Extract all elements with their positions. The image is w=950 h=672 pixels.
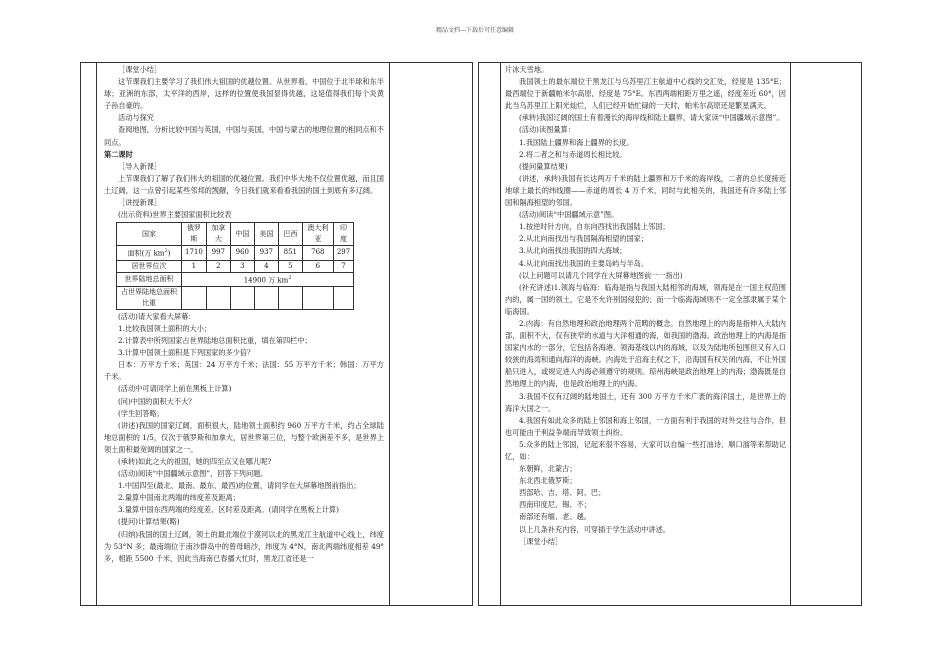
- table-cell: 印度: [333, 223, 353, 246]
- paragraph: 这节课我们主要学习了我们伟大祖国的优越位置。从世界看，中国位于北半球和东半球；亚洲的东部，太平洋的西岸，这样的位置使我国显得优越，这是值得我们每个炎黄子孙自豪的。: [104, 77, 384, 111]
- paragraph: 3.我国不仅有辽阔的陆地国土，还有 300 万平方千米广袤的海洋国土，是世界上的海洋大国之一。: [505, 391, 786, 413]
- table-cell: 美国: [254, 223, 278, 246]
- paragraph: (活动)阅读“中国疆域示意图”，回答下列问题。: [118, 469, 268, 479]
- page-header: 精品文档---下载后可任意编辑: [435, 27, 515, 34]
- paragraph: (归纳)我国的国土辽阔，领土的最北端位于漠河以北的黑龙江主航道中心线上，纬度为 53°N 多；最南端位于南沙群岛中的曾母暗沙，纬度为 4°N，南北两端纬度相差 49°多，相距 5500 千米，因此当海南已春播大忙时，黑龙江省还是一: [104, 529, 384, 563]
- paragraph: (提问)计算结果(略): [118, 517, 180, 527]
- table-row-label: 居世界位次: [117, 260, 182, 272]
- table-cell: 国家: [117, 223, 182, 246]
- list-item: 2.从北向南找出与我国隔海相望的国家；: [519, 234, 649, 244]
- paragraph: 查阅地图，分析比较中国与英国，中国与美国，中国与蒙古的地理位置的相同点和不同点。: [104, 125, 384, 147]
- paragraph: (问)中国的面积大不大？: [118, 396, 196, 406]
- intro-heading: ［导入新课］: [118, 161, 162, 171]
- table-cell: 997: [206, 246, 230, 260]
- rhyme-line: 东朝鲜，北蒙古；: [519, 464, 577, 474]
- table-cell: 6: [302, 260, 333, 272]
- table-cell: 768: [302, 246, 333, 260]
- left-content: [104, 64, 384, 565]
- table-cell: 297: [333, 246, 353, 260]
- left-page-divider: [96, 62, 97, 605]
- rhyme-line: 东北西北俄罗斯；: [519, 476, 577, 486]
- table-cell: 1710: [182, 246, 207, 260]
- paragraph: 片冰天雪地。: [505, 65, 549, 74]
- table-cell: [302, 286, 333, 309]
- paragraph: (学生回答略。: [118, 408, 164, 418]
- table-cell: 俄罗斯: [182, 223, 207, 246]
- table-row: [117, 246, 354, 260]
- paragraph: (提问量算结果): [519, 161, 568, 171]
- paragraph: (讲述，承转)我国有长达两万千米的陆上疆界和万千米的海岸线，二者的总长度接近地球上最长的纬线圈——赤道的周长 4 万千米，同时与此相关的，我国还有许多陆上邻国和隔海相望的邻国。: [505, 173, 786, 208]
- list-item: 1.中国四至(最北、最南、最东、最西)的位置，请同学在大屏幕地图前指出；: [118, 481, 361, 491]
- paragraph: (活动)请大家看大屏幕：: [118, 311, 196, 321]
- paragraph: 5.众多的陆上邻国，记起来很不容易，大家可以自编一些打油诗、顺口溜等来帮助记忆，如：: [505, 439, 786, 461]
- table-caption: (出示资料)世界主要国家面积比较表: [118, 210, 232, 220]
- table-cell: [182, 286, 207, 309]
- table-cell: 851: [278, 246, 302, 260]
- table-cell: 巴西: [278, 223, 302, 246]
- list-item: 2.计算表中所列国家占世界陆地总面积比重，填在第四栏中；: [118, 336, 312, 346]
- list-item: 2.将二者之和与赤道周长相比较。: [519, 149, 627, 159]
- list-item: 4.从北向南找出我国的主要岛屿与半岛。: [519, 258, 649, 268]
- table-row: [117, 286, 354, 309]
- section-title: 第二课时: [104, 149, 133, 159]
- rhyme-line: 西部哈、吉、塔、阿、巴；: [519, 488, 606, 498]
- paragraph: 2.内海：有自然地理和政治地理两个范畴的概念。自然地理上的内海是指伸入大陆内部，面积不大，仅有狭窄的水道与大洋相通的海，如我国的渤海。政治地理上的内海是指国家内水的一部分，它包括各海港、领海基线以内的海域，以及为陆地所包围但又有入口较狭的海湾和通向海洋的海峡。内海处于沿海主权之下，沿海国有权关闭内海，不让外国船只进入，或规定进入内海必须遵守的规则。琼州海峡是政治地理上的内海；渤海既是自然地理上的内海，也是政治地理上的内海。: [505, 318, 786, 389]
- table-cell: 2: [206, 260, 230, 272]
- list-item: 1.我国陆上疆界和海上疆界的长度。: [519, 137, 634, 147]
- table-row: [117, 260, 354, 272]
- paragraph: (活动中可请同学上前在黑板上计算): [118, 384, 232, 394]
- list-item: 3.计算中国领土面积是下列国家的多少倍？: [118, 348, 255, 358]
- teaching-heading: ［讲授新课］: [118, 198, 162, 208]
- list-item: 3.从北向南找出我国的四大海域；: [519, 246, 627, 256]
- paragraph: (承转)如此之大的祖国，她的四至点又在哪儿呢?: [118, 457, 272, 466]
- table-cell: [254, 286, 278, 309]
- table-row: [117, 272, 354, 286]
- table-cell: 14900 万 $km^2$: [182, 272, 354, 286]
- table-cell: 5: [278, 260, 302, 272]
- right-content: [505, 64, 786, 548]
- table-row-label: 占世界陆地总面积比重: [117, 286, 182, 309]
- table-cell: 960: [230, 246, 254, 260]
- list-item: 1.按逆时针方向，自东向西找出我国陆上邻国；: [519, 222, 670, 232]
- table-cell: 937: [254, 246, 278, 260]
- table-cell: 中国: [230, 223, 254, 246]
- table-cell: 加拿大: [206, 223, 230, 246]
- list-item: 2.量算中国南北两端的纬度差及距离；: [118, 493, 240, 503]
- paragraph: (以上问题可以请几个同学在大屏幕地图前一一指出): [519, 270, 683, 280]
- table-cell: [230, 286, 254, 309]
- table-cell: 澳大利亚: [302, 223, 333, 246]
- table-cell: 4: [254, 260, 278, 272]
- table-cell: 3: [230, 260, 254, 272]
- paragraph: (讲述)我国的国家辽阔，面积很大，陆地领土面积约 960 万平方千米，约占全球陆地总面积的 1/5，仅次于俄罗斯和加拿大，居世界第三位，与整个欧洲差不多，是世界上领土面积最宽阔的国家之一。: [104, 420, 384, 454]
- table-cell: 7: [333, 260, 353, 272]
- table-cell: [333, 286, 353, 309]
- table-row-label: 世界陆地总面积: [117, 272, 182, 286]
- rhyme-line: 南部还有缅、老、越。: [519, 512, 591, 522]
- list-item: 3.量算中国东西两端的经度差、区时差及距离。(请同学在黑板上计算): [118, 505, 339, 515]
- paragraph: 4.我国有如此众多的陆上邻国和海上邻国，一方面有利于我国的对外交往与合作，但也可能由于利益争端而导致领土纠纷。: [505, 415, 786, 437]
- paragraph: (补充讲述)1.领海与临海：临海是指与我国大陆相邻的海域，领海是在一国主权范围内的，属一国的领土，它是不允许别国侵犯的；而一个临海海域则不一定全部隶属于某个临海国。: [505, 282, 786, 316]
- left-page-divider-right: [389, 62, 390, 605]
- lesson-summary-heading: ［课堂小结］: [118, 65, 162, 74]
- paragraph: (承转)我国辽阔的国土有着漫长的海岸线和陆上疆界，请大家读“中国疆域示意图”。: [519, 113, 784, 123]
- table-header-row: [117, 223, 354, 246]
- table-cell: [278, 286, 302, 309]
- paragraph: 日本：万平方千米；英国：24 万平方千米；法国：55 万平方千米；韩国：万平方千米。: [104, 360, 384, 382]
- paragraph: (活动)读图量算：: [519, 125, 575, 135]
- rhyme-line: 西南印度尼、锡、不；: [519, 500, 591, 510]
- table-row-label: 面积(万 $km^2$): [117, 246, 182, 260]
- paragraph: 以上几条补充内容，可穿插于学生活动中讲述。: [519, 524, 670, 534]
- area-comparison-table: [116, 222, 354, 310]
- right-page-divider: [500, 62, 501, 605]
- list-item: 1.比较我国领土面积的大小；: [118, 323, 212, 333]
- paragraph: 我国领土的最东端位于黑龙江与乌苏里江主航道中心线的交汇处，经度是 135°E；最西端位于新疆帕米尔高原，经度是 75°E。东西两端相距万里之遥，经度差近 60°，因此当乌苏里江上阳光灿烂，人们已经开始忙碌的一天时，帕米尔高原还是繁星满天。: [505, 77, 786, 111]
- lesson-summary-heading: ［课堂小结］: [519, 536, 563, 546]
- table-cell: [206, 286, 230, 309]
- right-page-divider-right: [790, 62, 791, 605]
- table-cell: 1: [182, 260, 207, 272]
- paragraph: (活动)阅读“中国疆域示意”图。: [519, 210, 619, 220]
- activity-heading: 活动与探究: [118, 113, 154, 123]
- paragraph: 上节课我们了解了我们伟大的祖国的优越位置。我们中华大地不仅位置优越，而且国土辽阔，这一点曾引起某些邻邦的觊觎，今日我们就来看看我国的国土到底有多辽阔。: [104, 173, 384, 195]
